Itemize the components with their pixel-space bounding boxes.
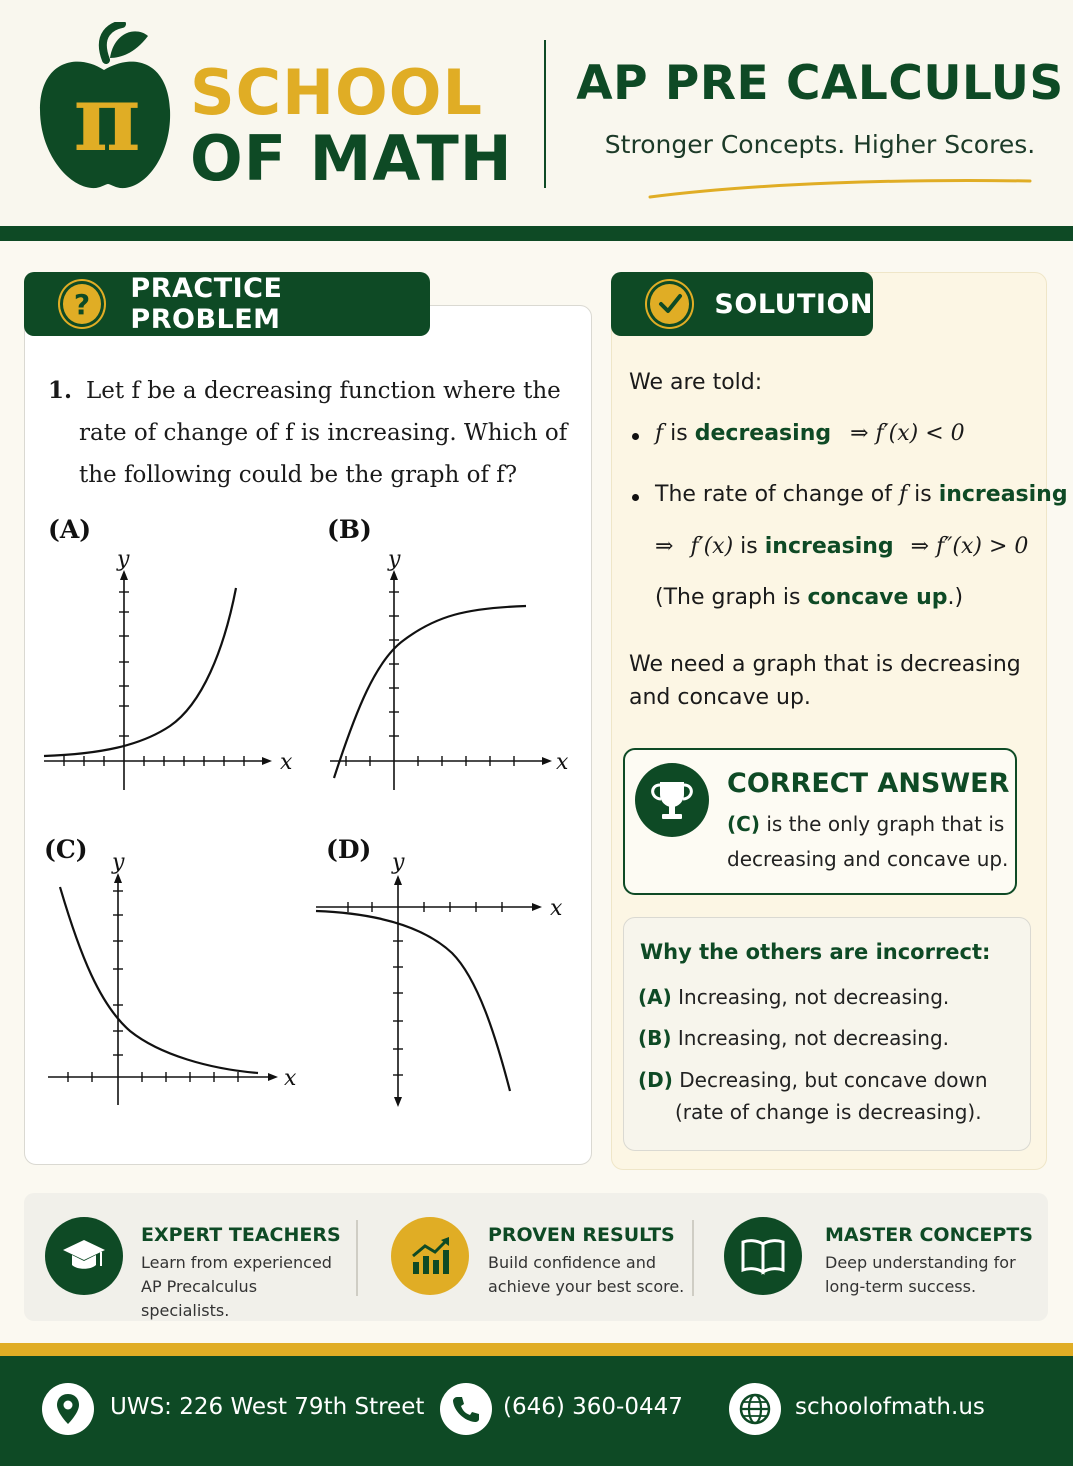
location-pin-icon	[42, 1383, 94, 1435]
phone-icon	[440, 1383, 492, 1435]
solution-bullet-2: The rate of change of f is increasing	[655, 482, 1068, 507]
option-b-label: (B)	[327, 515, 372, 544]
graph-d	[312, 845, 582, 1115]
problem-line2: rate of change of f is increasing. Which of	[79, 420, 568, 446]
why-item-d: (D) Decreasing, but concave down	[638, 1068, 988, 1092]
question-icon: ?	[60, 281, 104, 327]
solution-bullet-1: f is decreasing ⇒ f′(x) < 0	[655, 421, 965, 446]
brand-name-line1: SCHOOL	[190, 56, 483, 129]
solution-need-line1: We need a graph that is decreasing	[629, 652, 1021, 677]
bullet	[632, 433, 639, 440]
logo-pi-symbol: π	[73, 64, 141, 172]
feature-title-teachers: EXPERT TEACHERS	[141, 1224, 341, 1246]
footer-website[interactable]: schoolofmath.us	[795, 1394, 985, 1420]
practice-tab-label: PRACTICE PROBLEM	[130, 273, 283, 335]
x-axis-label: x	[284, 1066, 297, 1091]
why-item-d-cont: (rate of change is decreasing).	[675, 1100, 982, 1124]
feature-desc-results: Build confidence and achieve your best score.	[488, 1253, 685, 1296]
correct-answer-title: CORRECT ANSWER	[727, 768, 1010, 799]
y-axis-label: y	[117, 547, 130, 572]
y-axis-label: y	[112, 850, 125, 875]
graph-a	[40, 540, 310, 800]
correct-answer-line2: decreasing and concave up.	[727, 847, 1009, 871]
trophy-icon	[634, 762, 710, 838]
brand-name-line2: OF MATH	[190, 122, 513, 195]
footer-accent-bar	[0, 1343, 1073, 1356]
problem-number: 1.	[48, 377, 73, 404]
graph-b	[326, 540, 586, 800]
solution-tab-label: SOLUTION	[714, 288, 873, 320]
practice-tab	[24, 272, 430, 336]
problem-line1: 1. Let f be a decreasing function where the	[48, 377, 561, 404]
header-divider	[544, 40, 546, 188]
why-item-b: (B) Increasing, not decreasing.	[638, 1026, 950, 1050]
option-d-label: (D)	[326, 835, 372, 864]
graduation-cap-icon	[45, 1217, 123, 1295]
globe-icon	[729, 1383, 781, 1435]
x-axis-label: x	[550, 896, 563, 921]
option-c-label: (C)	[44, 835, 88, 864]
graph-c	[40, 845, 310, 1115]
y-axis-label: y	[388, 547, 401, 572]
x-axis-label: x	[556, 750, 569, 775]
why-incorrect-title: Why the others are incorrect:	[640, 940, 991, 964]
tagline: Stronger Concepts. Higher Scores.	[604, 130, 1036, 159]
footer-address[interactable]: UWS: 226 West 79th Street	[110, 1394, 425, 1420]
feature-title-concepts: MASTER CONCEPTS	[825, 1224, 1033, 1246]
solution-intro: We are told:	[629, 370, 763, 395]
correct-answer-line1: (C) is the only graph that is	[727, 812, 1005, 836]
header-bar	[0, 226, 1073, 241]
bar-chart-icon	[391, 1217, 469, 1295]
course-title: AP PRE CALCULUS	[576, 56, 1064, 111]
option-a-label: (A)	[48, 515, 92, 544]
header	[0, 0, 1073, 226]
x-axis-label: x	[280, 750, 293, 775]
feature-divider	[692, 1220, 694, 1296]
check-icon	[647, 281, 692, 327]
concave-note: (The graph is concave up.)	[655, 585, 964, 610]
problem-statement	[48, 370, 568, 496]
book-icon	[724, 1217, 802, 1295]
solution-tab	[611, 272, 873, 336]
y-axis-label: y	[392, 850, 405, 875]
why-item-a: (A) Increasing, not decreasing.	[638, 985, 950, 1009]
feature-desc-concepts: Deep understanding for long-term success.	[825, 1253, 1016, 1296]
feature-desc-teachers: Learn from experienced AP Precalculus specialists.	[141, 1253, 332, 1320]
footer-phone[interactable]: (646) 360-0447	[503, 1394, 683, 1420]
solution-need-line2: and concave up.	[629, 685, 811, 710]
feature-title-results: PROVEN RESULTS	[488, 1224, 675, 1246]
bullet	[632, 494, 639, 501]
problem-line3: the following could be the graph of f?	[79, 462, 518, 488]
tagline-underline	[640, 175, 1040, 205]
feature-divider	[356, 1220, 358, 1296]
solution-bullet-2-cont: ⇒ f′(x) is increasing ⇒ f″(x) > 0	[655, 534, 1029, 559]
